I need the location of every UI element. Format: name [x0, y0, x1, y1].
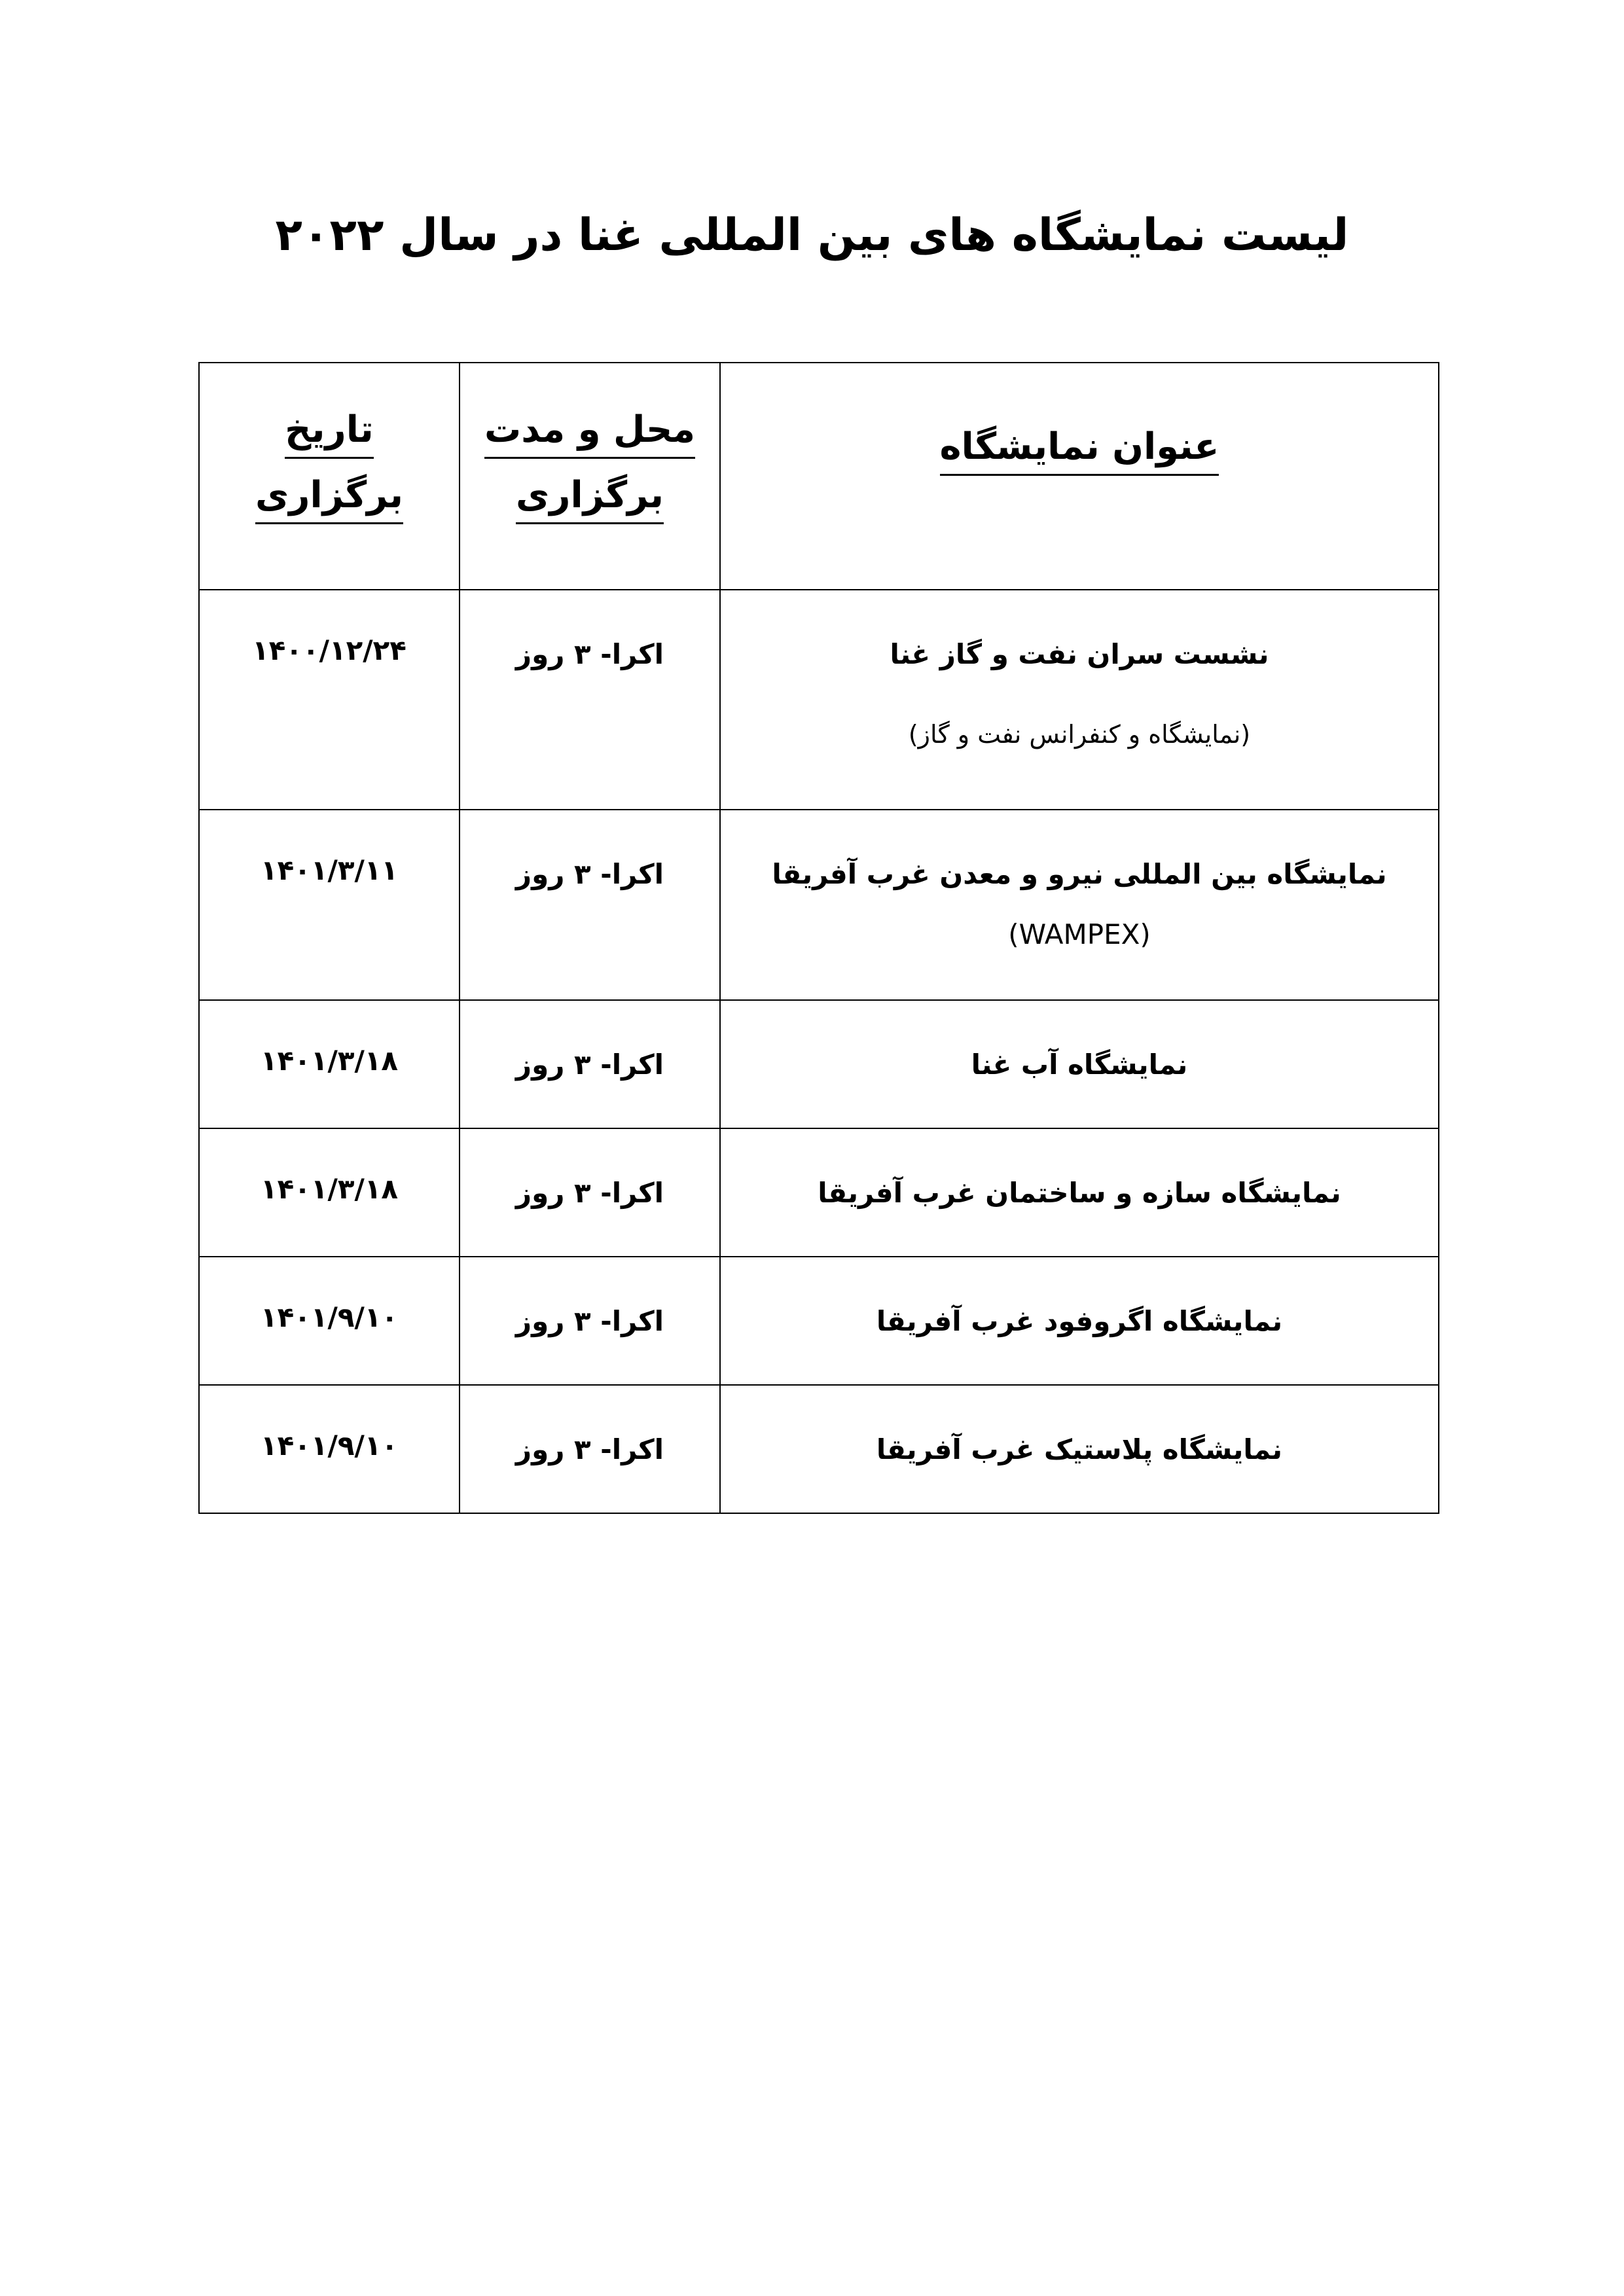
table-row: [199, 1257, 1439, 1385]
venue-text: اکرا- ۳ روز: [515, 1305, 664, 1337]
header-title-label: عنوان نمایشگاه: [940, 420, 1219, 476]
date-cell: [199, 810, 460, 1000]
exhibition-title-cell: [720, 590, 1439, 810]
table-row: [199, 590, 1439, 810]
header-venue-duration: [460, 363, 720, 590]
date-cell: [199, 590, 460, 810]
exhibition-title: نمایشگاه آب غنا: [971, 1049, 1188, 1081]
date-text: ۱۴۰۱/۳/۱۸: [260, 1045, 399, 1077]
header-date: [199, 363, 460, 590]
table-row: [199, 1385, 1439, 1513]
exhibition-title: نشست سران نفت و گاز غنا: [890, 638, 1269, 670]
venue-text: اکرا- ۳ روز: [515, 638, 664, 670]
venue-text: اکرا- ۳ روز: [515, 1177, 664, 1209]
venue-cell: [460, 1128, 720, 1257]
venue-text: اکرا- ۳ روز: [515, 1049, 664, 1081]
exhibition-title: نمایشگاه پلاستیک غرب آفریقا: [876, 1433, 1283, 1465]
date-text: ۱۴۰۰/۱۲/۲۴: [252, 634, 406, 666]
table-row: [199, 1128, 1439, 1257]
table-header-row: [199, 363, 1439, 590]
exhibition-subtitle: (WAMPEX): [1008, 918, 1151, 950]
exhibition-title: نمایشگاه سازه و ساختمان غرب آفریقا: [818, 1177, 1341, 1209]
venue-cell: [460, 1257, 720, 1385]
header-date-label-line1: تاریخ: [285, 403, 374, 459]
exhibition-title-cell: [720, 1257, 1439, 1385]
date-cell: [199, 1128, 460, 1257]
date-text: ۱۴۰۱/۳/۱۱: [260, 854, 399, 886]
date-text: ۱۴۰۱/۹/۱۰: [260, 1429, 399, 1462]
venue-text: اکرا- ۳ روز: [515, 1433, 664, 1465]
header-exhibition-title: [720, 363, 1439, 590]
exhibition-title-cell: [720, 810, 1439, 1000]
date-cell: [199, 1385, 460, 1513]
venue-text: اکرا- ۳ روز: [515, 858, 664, 890]
exhibitions-table: [198, 362, 1439, 1514]
exhibition-title: نمایشگاه بین المللی نیرو و معدن غرب آفریقا: [772, 858, 1387, 890]
table-row: [199, 1000, 1439, 1128]
venue-cell: [460, 1000, 720, 1128]
date-text: ۱۴۰۱/۹/۱۰: [260, 1301, 399, 1333]
date-text: ۱۴۰۱/۳/۱۸: [260, 1173, 399, 1205]
date-cell: [199, 1000, 460, 1128]
exhibition-title-cell: [720, 1385, 1439, 1513]
page-title: لیست نمایشگاه های بین المللی غنا در سال ۲۰۲۲: [275, 209, 1349, 261]
header-date-label-line2: برگزاری: [255, 469, 403, 524]
header-venue-label-line1: محل و مدت: [484, 403, 695, 459]
date-cell: [199, 1257, 460, 1385]
venue-cell: [460, 1385, 720, 1513]
venue-cell: [460, 590, 720, 810]
header-venue-label-line2: برگزاری: [516, 469, 664, 524]
venue-cell: [460, 810, 720, 1000]
exhibition-title-cell: [720, 1128, 1439, 1257]
exhibition-title: نمایشگاه اگروفود غرب آفریقا: [876, 1305, 1283, 1337]
table-row: [199, 810, 1439, 1000]
exhibition-title-cell: [720, 1000, 1439, 1128]
exhibition-subtitle: (نمایشگاه و کنفرانس نفت و گاز): [908, 720, 1251, 749]
